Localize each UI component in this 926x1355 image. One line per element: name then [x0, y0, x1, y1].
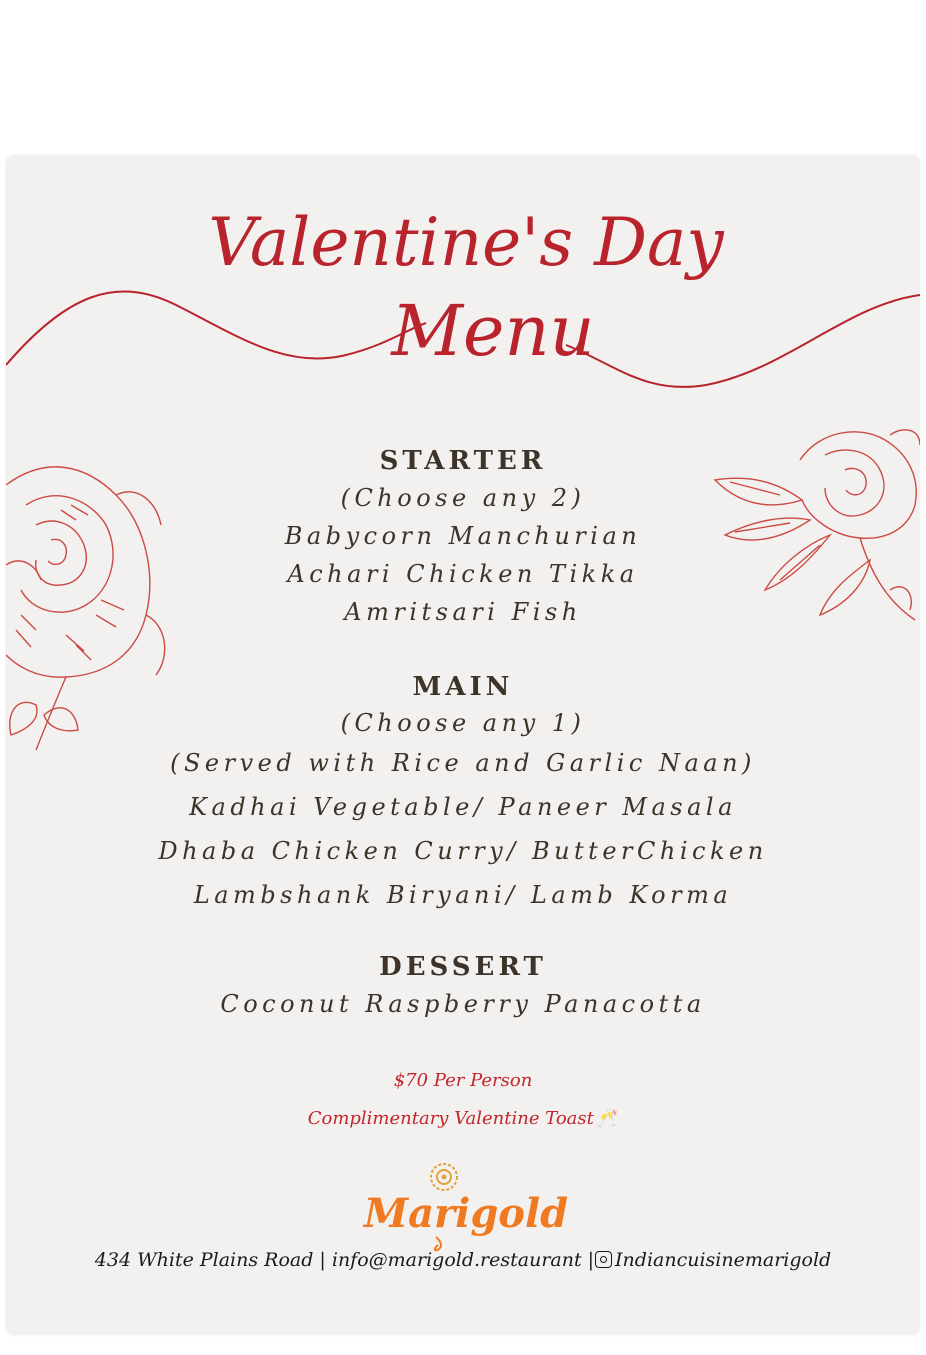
starter-section [6, 443, 920, 631]
menu-card [6, 155, 920, 1335]
footer-contact [6, 1249, 920, 1271]
instagram-icon [595, 1251, 612, 1268]
dessert-section [6, 949, 920, 1023]
title-line1: Valentine's Day [208, 204, 724, 281]
footer-address: 434 White Plains Road | info@marigold.restaurant | [94, 1249, 595, 1271]
champagne-glasses-icon: 🥂 [595, 1108, 619, 1129]
footer-instagram: Indiancuisinemarigold [615, 1249, 832, 1271]
menu-content [6, 443, 920, 1023]
title-flourish-left [6, 292, 426, 366]
marigold-logo [356, 1155, 576, 1255]
menu-title-graphic [6, 155, 920, 405]
menu-item: Dhaba Chicken Curry/ ButterChicken [158, 837, 768, 865]
dessert-heading: DESSERT [379, 952, 547, 982]
main-note: (Choose any 1) [340, 709, 586, 737]
toast-text: Complimentary Valentine Toast [307, 1108, 594, 1129]
menu-item: Babycorn Manchurian [284, 522, 642, 550]
main-served-note: (Served with Rice and Garlic Naan) [170, 749, 756, 777]
title-flourish-right [566, 295, 920, 387]
price-text: $70 Per Person [393, 1070, 533, 1091]
title-line2: Menu [391, 290, 595, 372]
toast-line [6, 1100, 920, 1138]
brand-name: Marigold [363, 1190, 569, 1237]
marigold-flower-icon [431, 1164, 457, 1190]
menu-item: Lambshank Biryani/ Lamb Korma [193, 881, 733, 909]
menu-item: Achari Chicken Tikka [287, 560, 639, 588]
menu-item: Coconut Raspberry Panacotta [220, 990, 706, 1018]
main-heading: MAIN [412, 672, 514, 702]
main-section [6, 669, 920, 917]
menu-item: Kadhai Vegetable/ Paneer Masala [189, 793, 737, 821]
pricing-block [6, 1062, 920, 1138]
starter-heading: STARTER [379, 446, 547, 476]
starter-note: (Choose any 2) [340, 484, 586, 512]
menu-item: Amritsari Fish [344, 598, 582, 626]
